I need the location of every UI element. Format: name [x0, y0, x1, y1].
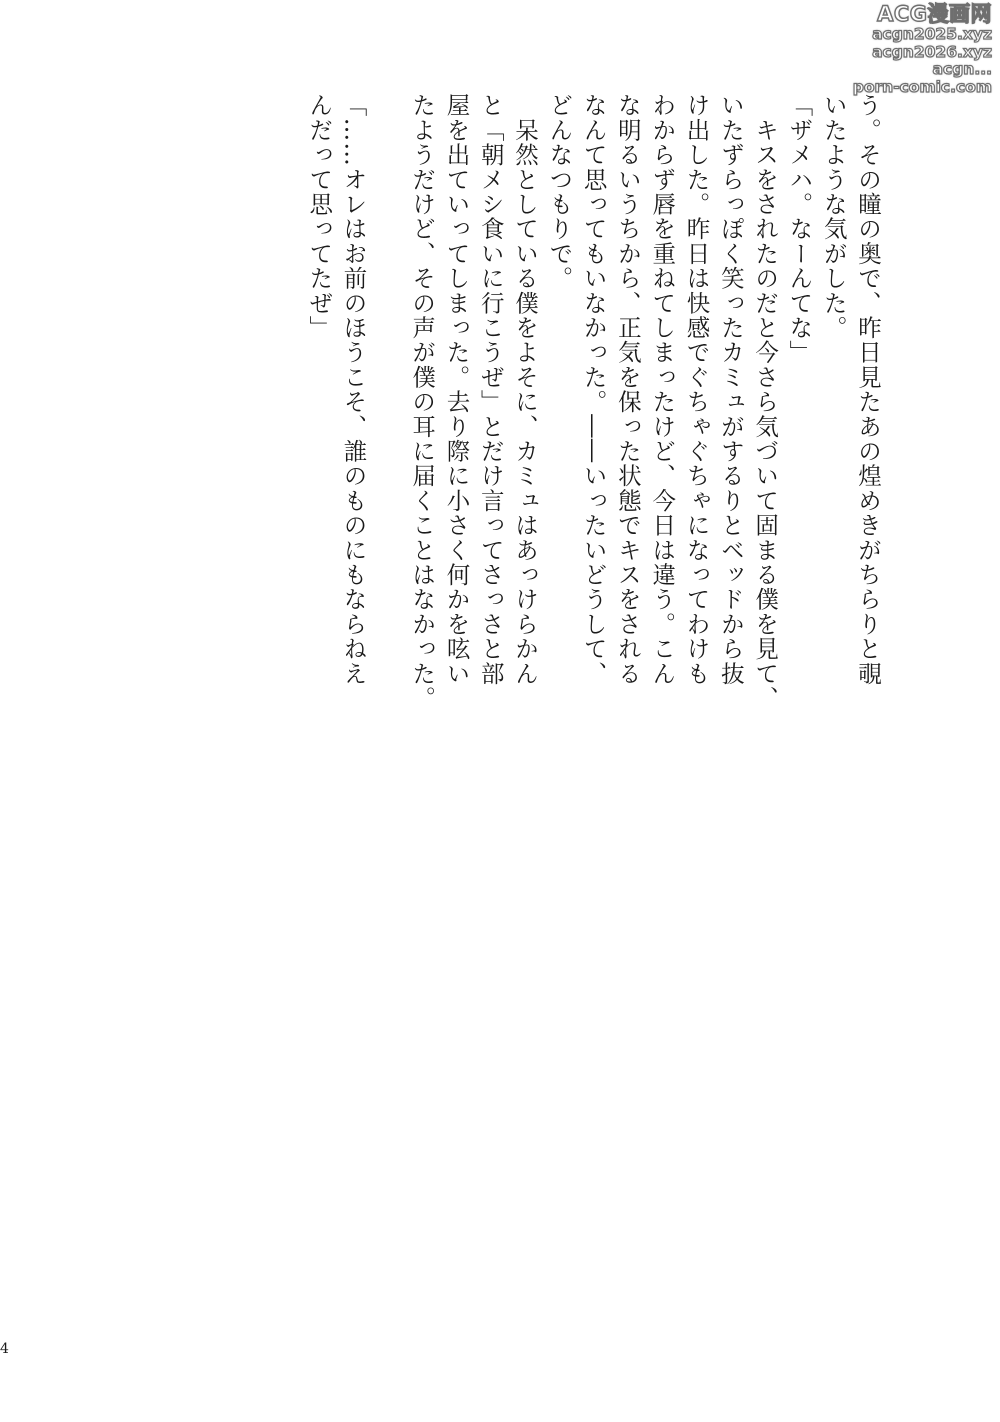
text-line: いたような気がした。	[819, 93, 848, 340]
text-line: んだって思ってたぜ」	[305, 93, 334, 340]
text-line: キスをされたのだと今さら気づいて固まる僕を見て、	[751, 93, 780, 711]
text-line: 呆然としている僕をよそに、カミュはあっけらかん	[511, 93, 540, 686]
text-line: な明るいうちから、正気を保った状態でキスをされる	[613, 93, 642, 686]
text-line: たようだけど、その声が僕の耳に届くことはなかった。	[408, 93, 437, 711]
watermark-domain-2: acgn2026.xyz	[872, 42, 992, 61]
text-line: なんて思ってもいなかった。――いったいどうして、	[579, 93, 608, 686]
text-line: いたずらっぽく笑ったカミュがするりとベッドから抜	[716, 93, 745, 686]
watermark-domain-1: acgn2025.xyz	[872, 25, 992, 43]
watermark-title: ACG漫画网	[877, 2, 992, 26]
text-line: どんなつもりで。	[545, 93, 574, 291]
site-watermark	[853, 4, 992, 95]
text-line: 「……オレはお前のほうこそ、誰のものにもならねえ	[339, 93, 368, 686]
text-line: 「ザメハ。なーんてな」	[785, 93, 814, 365]
text-line: わからず唇を重ねてしまったけど、今日は違う。こん	[648, 93, 677, 686]
vertical-text-body	[302, 93, 885, 713]
watermark-domain-3: acgn...	[932, 60, 992, 78]
blank-line	[371, 93, 405, 713]
page-number: 4	[0, 1341, 9, 1357]
text-line: と「朝メシ食いに行こうぜ」とだけ言ってさっさと部	[476, 93, 505, 686]
text-line: 屋を出ていってしまった。去り際に小さく何かを呟い	[442, 93, 471, 686]
text-line: う。その瞳の奥で、昨日見たあの煌めきがちらりと覗	[854, 93, 882, 686]
watermark-domain-4: porn-comic.com	[852, 77, 992, 96]
text-line: け出した。昨日は快感でぐちゃぐちゃになってわけも	[682, 93, 711, 686]
